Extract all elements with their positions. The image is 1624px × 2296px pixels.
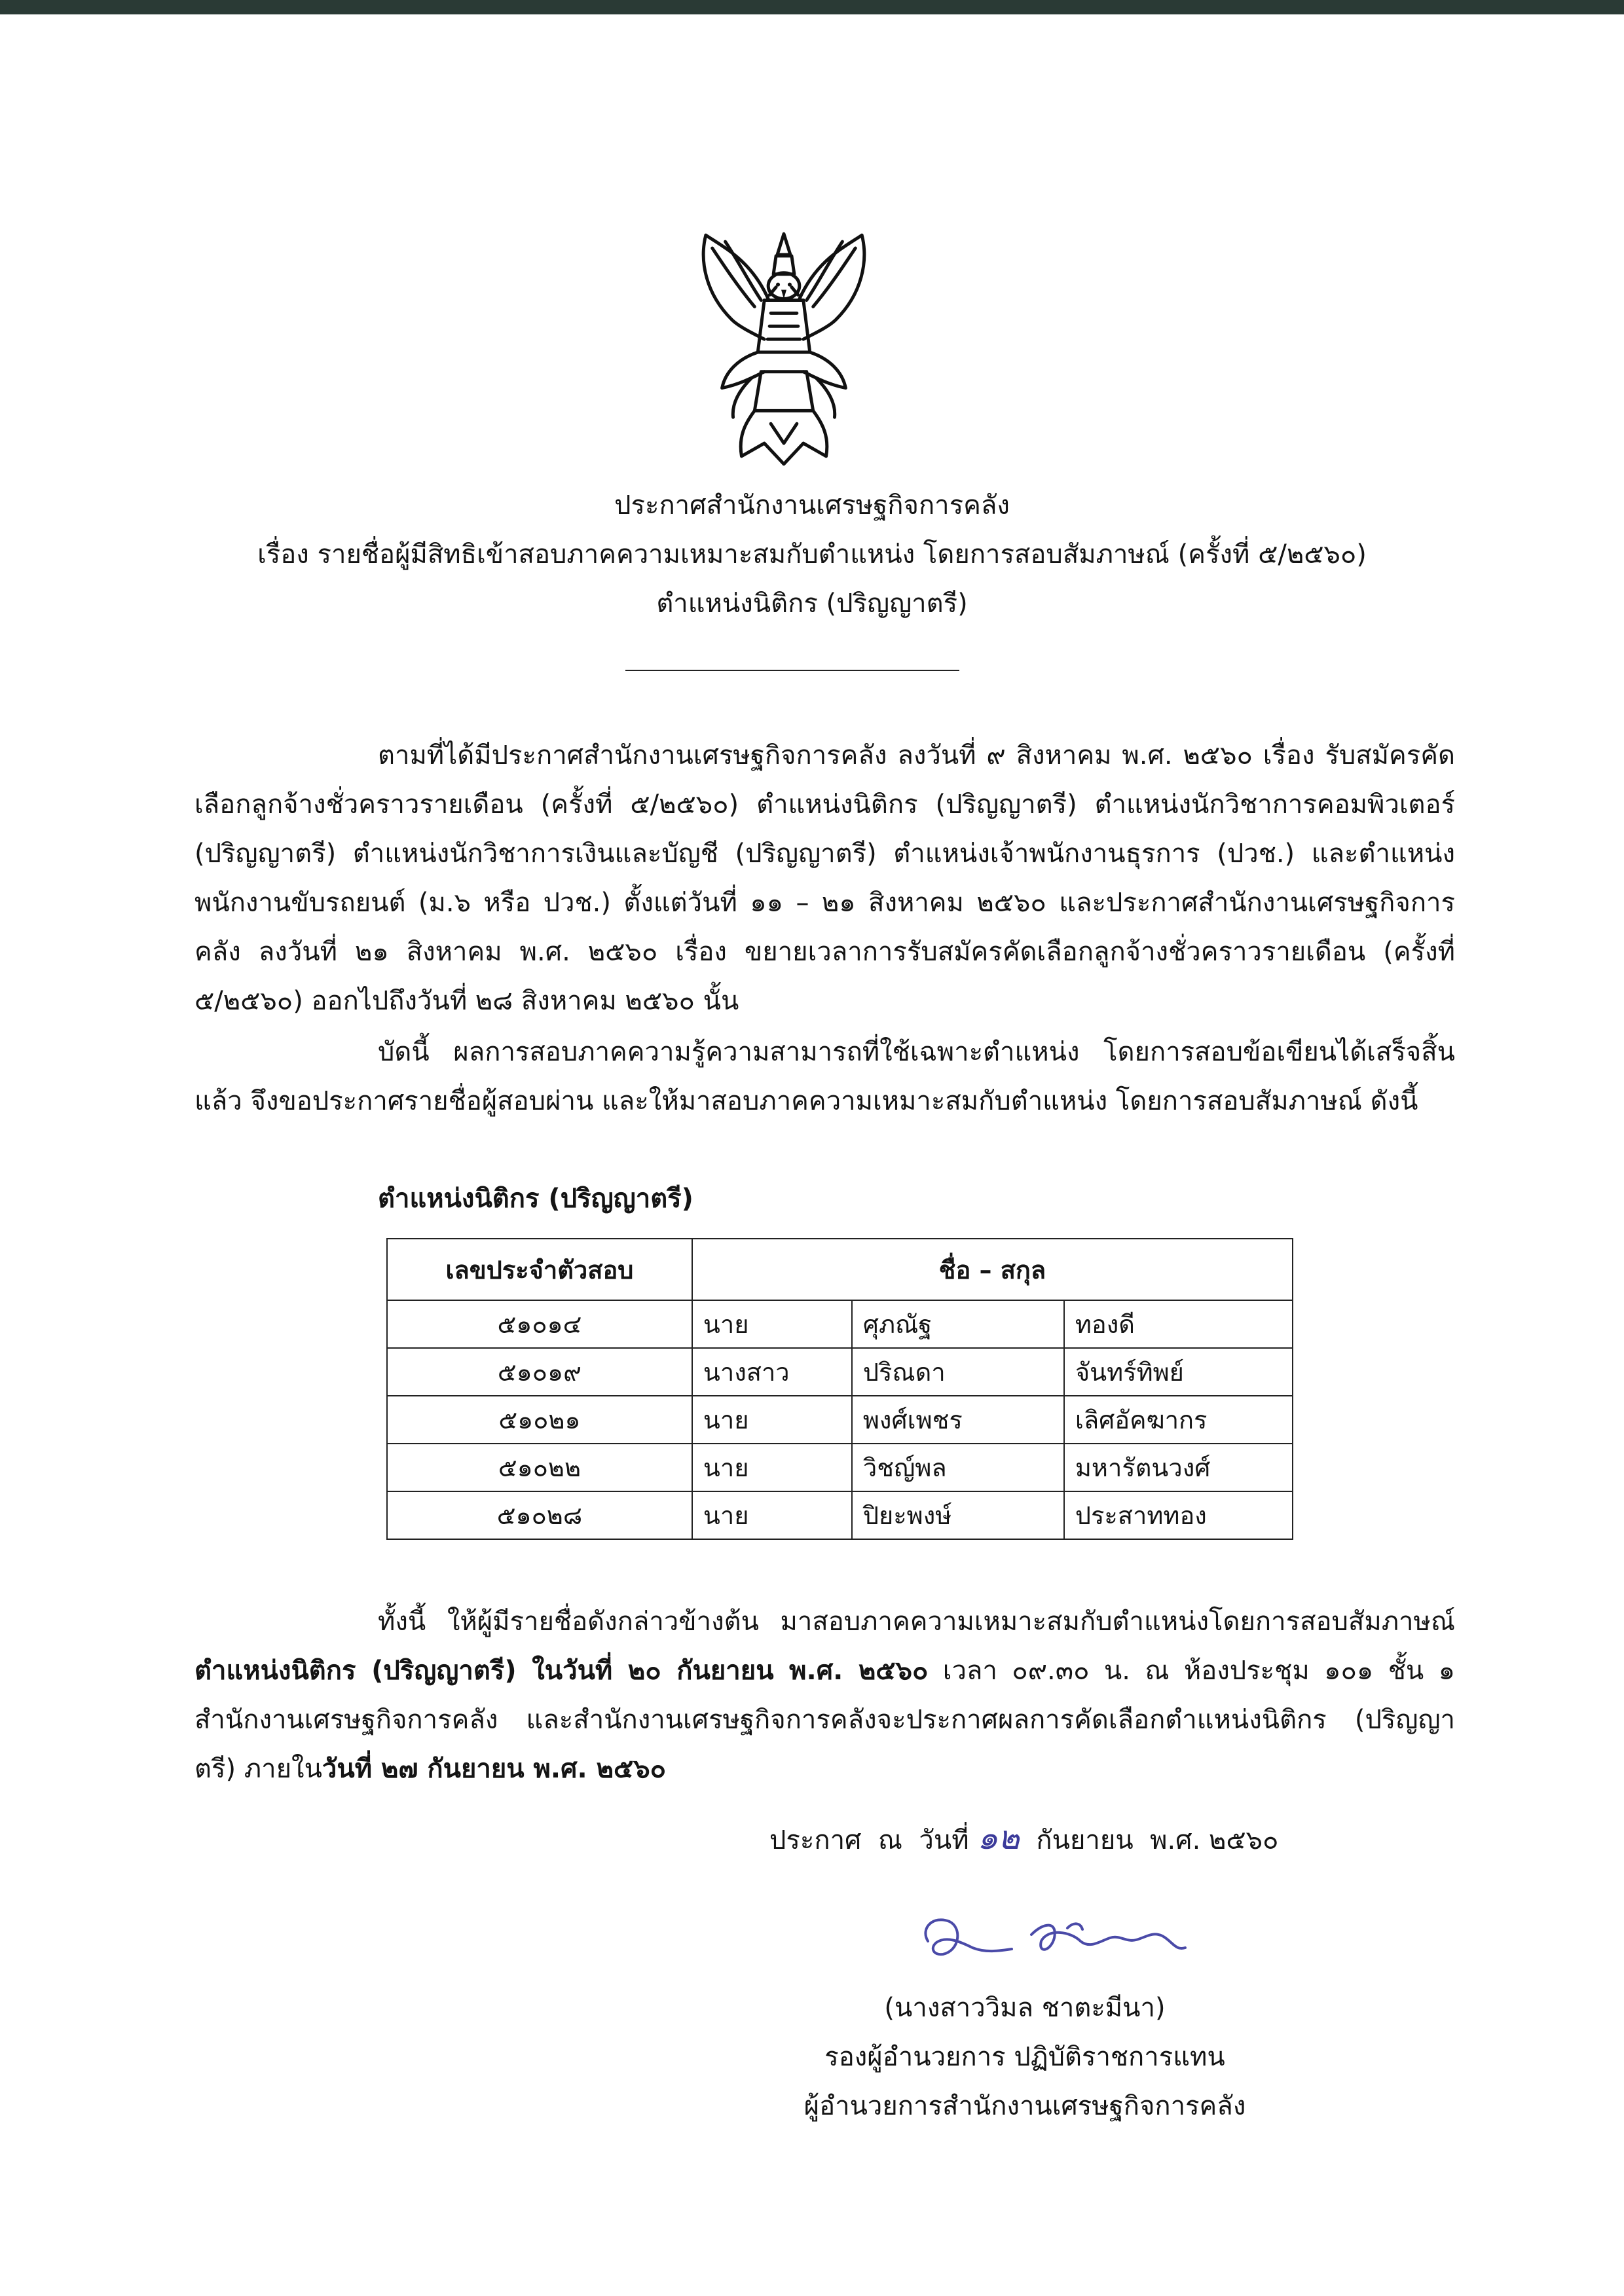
header-position: ตำแหน่งนิติกร (ปริญญาตรี)	[656, 589, 968, 619]
table-row	[387, 1300, 1293, 1348]
first-name: วิชญ์พล	[852, 1444, 1064, 1491]
name-title: นาย	[692, 1491, 852, 1539]
announce-prefix: ประกาศ ณ วันที่	[769, 1825, 978, 1855]
first-name: พงศ์เพชร	[852, 1396, 1064, 1444]
last-name: มหารัตนวงศ์	[1064, 1444, 1293, 1491]
signer-block	[776, 1984, 1274, 2131]
table-row	[387, 1444, 1293, 1491]
signer-name: (นางสาววิมล ชาตะมีนา)	[884, 1993, 1166, 2023]
paragraph-background: ตามที่ได้มีประกาศสำนักงานเศรษฐกิจการคลัง ลงวันที่ ๙ สิงหาคม พ.ศ. ๒๕๖๐ เรื่อง รับสมัครคัดเลือกลูกจ้างชั่วคราวรายเดือน (ครั้งที่ ๕/๒๕๖๐) ตำแหน่งนิติกร (ปริญญาตรี) ตำแหน่งนักวิชาการคอมพิวเตอร์ (ปริญญาตรี) ตำแหน่งนักวิชาการเงินและบัญชี (ปริญญาตรี) ตำแหน่งเจ้าพนักงานธุรการ (ปวช.) และตำแหน่งพนักงานขับรถยนต์ (ม.๖ หรือ ปวช.) ตั้งแต่วันที่ ๑๑ – ๒๑ สิงหาคม ๒๕๖๐ และประกาศสำนักงานเศรษฐกิจการคลัง ลงวันที่ ๒๑ สิงหาคม พ.ศ. ๒๕๖๐ เรื่อง ขยายเวลาการรับสมัครคัดเลือกลูกจ้างชั่วคราวรายเดือน (ครั้งที่ ๕/๒๕๖๐) ออกไปถึงวันที่ ๒๘ สิงหาคม ๒๕๖๐ นั้น	[194, 740, 1455, 1016]
name-title: นาย	[692, 1300, 852, 1348]
exam-id: ๕๑๐๒๘	[387, 1491, 692, 1539]
table-header-id: เลขประจำตัวสอบ	[387, 1239, 692, 1300]
paragraph-announcement: บัดนี้ ผลการสอบภาคความรู้ความสามารถที่ใช้เฉพาะตำแหน่ง โดยการสอบข้อเขียนได้เสร็จสิ้นแล้ว จึงขอประกาศรายชื่อผู้สอบผ่าน และให้มาสอบภาคความเหมาะสมกับตำแหน่ง โดยการสอบสัมภาษณ์ ดังนี้	[194, 1037, 1455, 1116]
table-header-row	[387, 1239, 1293, 1300]
name-title: นาย	[692, 1444, 852, 1491]
table-row	[387, 1491, 1293, 1539]
last-name: จันทร์ทิพย์	[1064, 1348, 1293, 1396]
garuda-emblem-icon	[686, 221, 881, 477]
interview-text-a: ทั้งนี้ ให้ผู้มีรายชื่อดังกล่าวข้างต้น มาสอบภาคความเหมาะสมกับตำแหน่งโดยการสอบสัมภาษณ์	[378, 1607, 1455, 1637]
announce-suffix: กันยายน พ.ศ. ๒๕๖๐	[1020, 1825, 1279, 1855]
exam-id: ๕๑๐๑๙	[387, 1348, 692, 1396]
name-title: นาย	[692, 1396, 852, 1444]
exam-id: ๕๑๐๒๑	[387, 1396, 692, 1444]
candidates-table	[386, 1238, 1293, 1540]
result-date: วันที่ ๒๗ กันยายน พ.ศ. ๒๕๖๐	[322, 1754, 667, 1784]
table-header-name: ชื่อ – สกุล	[692, 1239, 1293, 1300]
last-name: ทองดี	[1064, 1300, 1293, 1348]
signer-office: ผู้อำนวยการสำนักงานเศรษฐกิจการคลัง	[803, 2091, 1246, 2121]
exam-id: ๕๑๐๑๔	[387, 1300, 692, 1348]
signer-role: รองผู้อำนวยการ ปฏิบัติราชการแทน	[824, 2042, 1225, 2072]
announcement-date	[769, 1812, 1278, 1864]
announce-day-handwritten: ๑๒	[977, 1819, 1020, 1857]
first-name: ปิยะพงษ์	[852, 1491, 1064, 1539]
section-title: ตำแหน่งนิติกร (ปริญญาตรี)	[378, 1184, 693, 1214]
header-divider	[625, 670, 959, 671]
header-subject: เรื่อง รายชื่อผู้มีสิทธิเข้าสอบภาคความเหมาะสมกับตำแหน่ง โดยการสอบสัมภาษณ์ (ครั้งที่ ๕/๒๕๖๐)	[257, 539, 1367, 570]
last-name: ประสาททอง	[1064, 1491, 1293, 1539]
exam-id: ๕๑๐๒๒	[387, 1444, 692, 1491]
first-name: ปริณดา	[852, 1348, 1064, 1396]
last-name: เลิศอัคฆากร	[1064, 1396, 1293, 1444]
paragraph-interview-details	[194, 1597, 1455, 1794]
name-title: นางสาว	[692, 1348, 852, 1396]
interview-date: ตำแหน่งนิติกร (ปริญญาตรี) ในวันที่ ๒๐ กันยายน พ.ศ. ๒๕๖๐	[194, 1656, 929, 1686]
table-row	[387, 1348, 1293, 1396]
document-header	[196, 481, 1428, 629]
table-row	[387, 1396, 1293, 1444]
interview-text-c: เวลา ๐๙.๓๐ น. ณ ห้องประชุม ๑๐๑ ชั้น ๑ สำนักงานเศรษฐกิจการคลัง และสำนักงานเศรษฐกิจการคลังจะประกาศผลการคัดเลือกตำแหน่งนิติกร (ปริญญาตรี) ภายใน	[194, 1656, 1455, 1784]
signature-image	[913, 1902, 1202, 1980]
scan-top-edge	[0, 0, 1624, 14]
header-agency: ประกาศสำนักงานเศรษฐกิจการคลัง	[614, 490, 1010, 520]
first-name: ศุภณัฐ	[852, 1300, 1064, 1348]
